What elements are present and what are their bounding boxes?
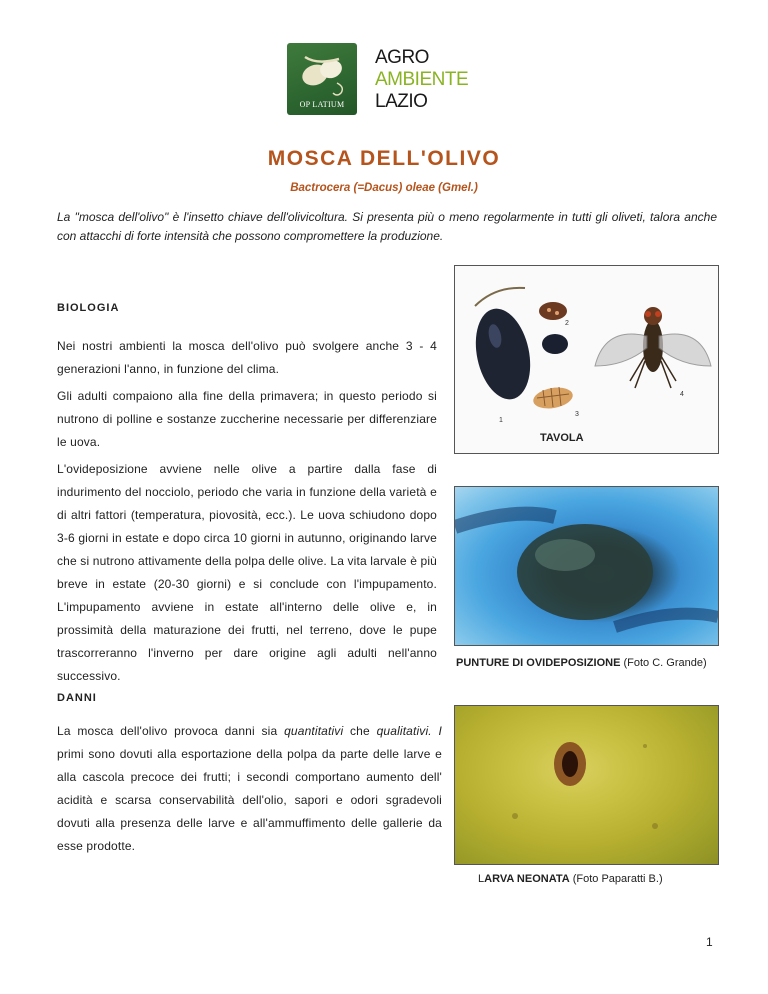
biologia-paragraph: Gli adulti compaiono alla fine della primavera; in questo periodo si nutrono di polline e sostanze zuccherine necessarie per differenziare le uova. [57,389,437,449]
biologia-text [57,335,437,692]
figure-punture [454,486,719,646]
page-number: 1 [706,935,713,949]
larva-photo [455,706,718,864]
olive-photo [455,487,718,645]
figure-larva [454,705,719,865]
caption-bold: ARVA NEONATA [484,873,570,885]
caption-tavola: TAVOLA [540,432,584,444]
figure-label: 4 [680,391,684,398]
biologia-paragraph: Nei nostri ambienti la mosca dell'olivo può svolgere anche 3 - 4 generazioni l'anno, in funzione del clima. [57,339,437,376]
danni-text: primi sono dovuti alla esportazione della polpa da parte delle larve e alla cascola precoce dei frutti; i secondi comportano aumento dell' acidità e scarsa conservabilità dell'olio, sapori e odori sgradevoli dovuti alla presenza delle larve e all'ammuffimento delle gallerie da esse prodotte. [57,747,442,853]
danni-text: che [343,724,377,738]
danni-emphasis: I [438,724,443,738]
logo-word-lazio: LAZIO [375,91,428,112]
caption-text: L [478,873,485,885]
page-title: MOSCA DELL'OLIVO [267,147,501,170]
caption-text: (Foto C. Grande) [620,657,707,669]
logo-badge-text: OP LATIUM [299,100,345,109]
danni-emphasis: qualitativi. [376,724,432,738]
logo-word-agro: AGRO [375,47,429,68]
figure-label: 1 [499,417,503,424]
figure-label: 3 [575,411,579,418]
section-heading-biologia: BIOLOGIA [57,302,120,314]
figure-tavola [454,265,719,454]
logo [287,43,485,115]
caption-text: (Foto Paparatti B.) [569,873,663,885]
page-subtitle: Bactrocera (=Dacus) oleae (Gmel.) [290,182,478,194]
caption-bold: PUNTURE DI OVIDEPOSIZIONE [456,657,621,669]
logo-word-ambiente: AMBIENTE [375,69,469,90]
caption-larva [478,872,663,887]
olive-branch-icon [287,43,357,101]
danni-text: La mosca dell'olivo provoca danni sia [57,724,285,738]
caption-punture [456,656,726,671]
section-heading-danni: DANNI [57,692,97,704]
biologia-paragraph: L'ovideposizione avviene nelle olive a partire dalla fase di indurimento del nocciolo, periodo che varia in funzione della varietà e di altri fattori (temperatura, piovosità, ecc.). Le uova schiudono dopo 3-6 giorni in estate e dopo circa 10 giorni in autunno, originando larve che si nutrono attivamente della polpa delle olive. La vita larvale è più breve in estate (20-30 giorni) e si conclude con l'impupamento. L'impupamento avviene in estate all'interno delle olive e, in prossimità della maturazione dei frutti, nel terreno, dove le pupe trascorreranno l'inverno per dare origine agli adulti nell'anno successivo. [57,462,437,683]
intro-paragraph: La "mosca dell'olivo" è l'insetto chiave dell'olivicoltura. Si presenta più o meno regolarmente in tutti gli oliveti, talora anche con attacchi di forte intensità che possono compromettere la produzione. [57,210,717,243]
logo-wordmark [375,47,468,113]
danni-paragraph [57,720,442,858]
danni-emphasis: quantitativi [284,724,344,738]
logo-badge [287,43,357,115]
figure-label: 2 [565,320,569,327]
fly-lifecycle-illustration [455,266,718,453]
